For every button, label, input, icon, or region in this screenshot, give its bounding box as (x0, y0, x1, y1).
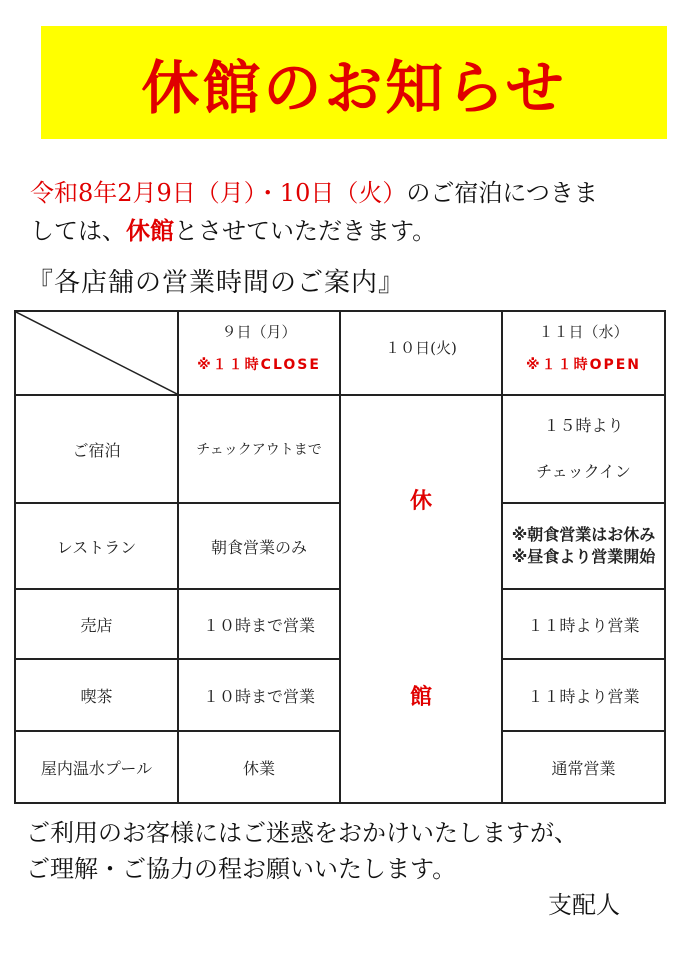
row-label: レストラン (15, 503, 178, 589)
day9-cell: １０時まで営業 (178, 589, 340, 659)
closed-char-2: 館 (409, 684, 432, 710)
header-day9: ９日（月） ※１１時CLOSE (178, 311, 340, 395)
table-header-row (15, 311, 665, 395)
day9-cell: 休業 (178, 731, 340, 803)
intro-text-2: しては、 (30, 217, 126, 245)
intro-text-1: のご宿泊につきま (406, 179, 598, 207)
day11-cell: １１時より営業 (502, 589, 665, 659)
row-label: 売店 (15, 589, 178, 659)
closed-column (340, 395, 502, 803)
day11-cell: ※朝食営業はお休み ※昼食より営業開始 (502, 503, 665, 589)
day9-cell: 朝食営業のみ (178, 503, 340, 589)
closing-message (26, 815, 578, 887)
header-day11: １１日（水） ※１１時OPEN (502, 311, 665, 395)
row-label: 喫茶 (15, 659, 178, 731)
signature: 支配人 (548, 891, 620, 919)
diagonal-line (16, 312, 177, 394)
row-label: 屋内温水プール (15, 731, 178, 803)
day11-cell: 通常営業 (502, 731, 665, 803)
row-label: ご宿泊 (15, 395, 178, 503)
day11-cell: １１時より営業 (502, 659, 665, 731)
day9-cell: １０時まで営業 (178, 659, 340, 731)
day9-cell: チェックアウトまで (178, 395, 340, 503)
section-title: 『各店舗の営業時間のご案内』 (27, 268, 406, 298)
header-day10: １０日(火) (340, 311, 502, 395)
hours-table (14, 310, 666, 804)
table-row (15, 395, 665, 503)
corner-cell (15, 311, 178, 395)
closing-line-2: ご理解・ご協力の程お願いいたします。 (26, 855, 457, 883)
intro-paragraph (30, 174, 650, 250)
day11-note: ※１１時OPEN (525, 356, 642, 373)
intro-text-3: とさせていただきます。 (174, 217, 437, 245)
closure-dates: 令和8年2月9日（月）・10日（火） (30, 179, 407, 207)
closed-char-1: 休 (409, 488, 432, 514)
title-banner (41, 26, 667, 139)
day11-cell: １５時より チェックイン (502, 395, 665, 503)
day9-note: ※１１時CLOSE (197, 356, 321, 373)
closed-word: 休館 (126, 216, 174, 245)
closing-line-1: ご利用のお客様にはご迷惑をおかけいたしますが、 (26, 819, 578, 847)
page-title: 休館のお知らせ (141, 53, 567, 122)
